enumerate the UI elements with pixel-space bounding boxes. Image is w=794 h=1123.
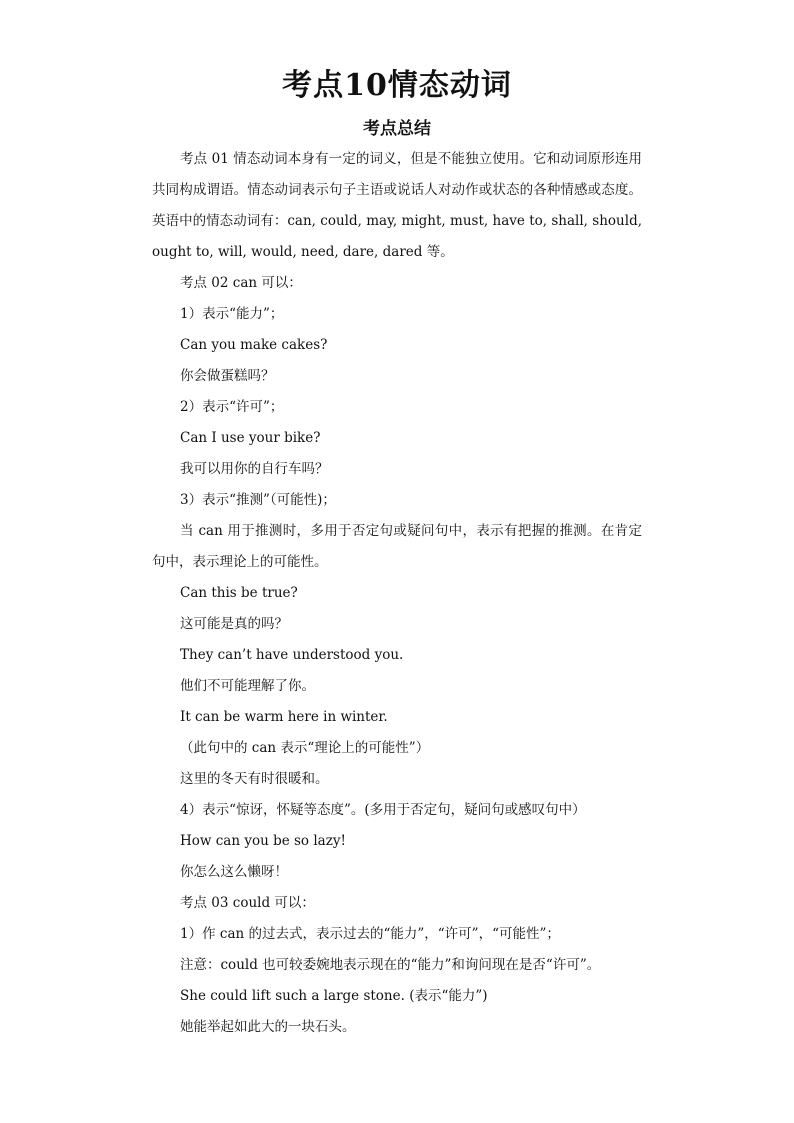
- can-example-4-zh: 你怎么这么懒呀！: [180, 864, 288, 880]
- can-heading: 考点 02 can 可以：: [180, 275, 302, 291]
- could-note: 注意：could 也可较委婉地表示现在的“能力”和询问现在是否“许可”。: [180, 957, 601, 973]
- can-example-3a-zh: 这可能是真的吗？: [180, 616, 288, 632]
- can-example-2-en: Can I use your bike?: [180, 430, 321, 446]
- document-body: [152, 144, 642, 1043]
- could-example-en: She could lift such a large stone. (表示“能力”): [180, 988, 488, 1004]
- can-point-4: 4）表示“惊讶，怀疑等态度”。(多用于否定句，疑问句或感叹句中）: [180, 802, 586, 818]
- can-point-2: 2）表示“许可”；: [180, 399, 284, 415]
- can-example-3c-note: （此句中的 can 表示“理论上的可能性”）: [180, 740, 430, 756]
- can-example-2-zh: 我可以用你的自行车吗？: [180, 461, 329, 477]
- can-example-3b-en: They can’t have understood you.: [180, 647, 404, 663]
- section-subtitle: 考点总结: [363, 119, 431, 139]
- document-title: 考点10情态动词: [282, 68, 512, 103]
- can-example-4-en: How can you be so lazy!: [180, 833, 346, 849]
- can-example-3c-en: It can be warm here in winter.: [180, 709, 388, 725]
- could-heading: 考点 03 could 可以：: [180, 895, 315, 911]
- could-point-1: 1）作 can 的过去式，表示过去的“能力”，“许可”，“可能性”；: [180, 926, 560, 942]
- intro-paragraph: 考点 01 情态动词本身有一定的词义，但是不能独立使用。它和动词原形连用共同构成谓语。情态动词表示句子主语或说话人对动作或状态的各种情感或态度。英语中的情态动词有：can, could, may, might, must, have to, shall, should, ought to, will, would, need, dare, dared 等。: [152, 151, 642, 260]
- could-example-zh: 她能举起如此大的一块石头。: [180, 1019, 356, 1035]
- can-example-3b-zh: 他们不可能理解了你。: [180, 678, 315, 694]
- can-point-3-explanation: 当 can 用于推测时，多用于否定句或疑问句中，表示有把握的推测。在肯定句中，表示理论上的可能性。: [152, 523, 642, 570]
- can-point-3: 3）表示“推测”（可能性)；: [180, 492, 336, 508]
- can-point-1: 1）表示“能力”；: [180, 306, 284, 322]
- can-example-1-en: Can you make cakes?: [180, 337, 328, 353]
- can-example-3c-zh: 这里的冬天有时很暖和。: [180, 771, 329, 787]
- can-example-3a-en: Can this be true?: [180, 585, 298, 601]
- can-example-1-zh: 你会做蛋糕吗？: [180, 368, 275, 384]
